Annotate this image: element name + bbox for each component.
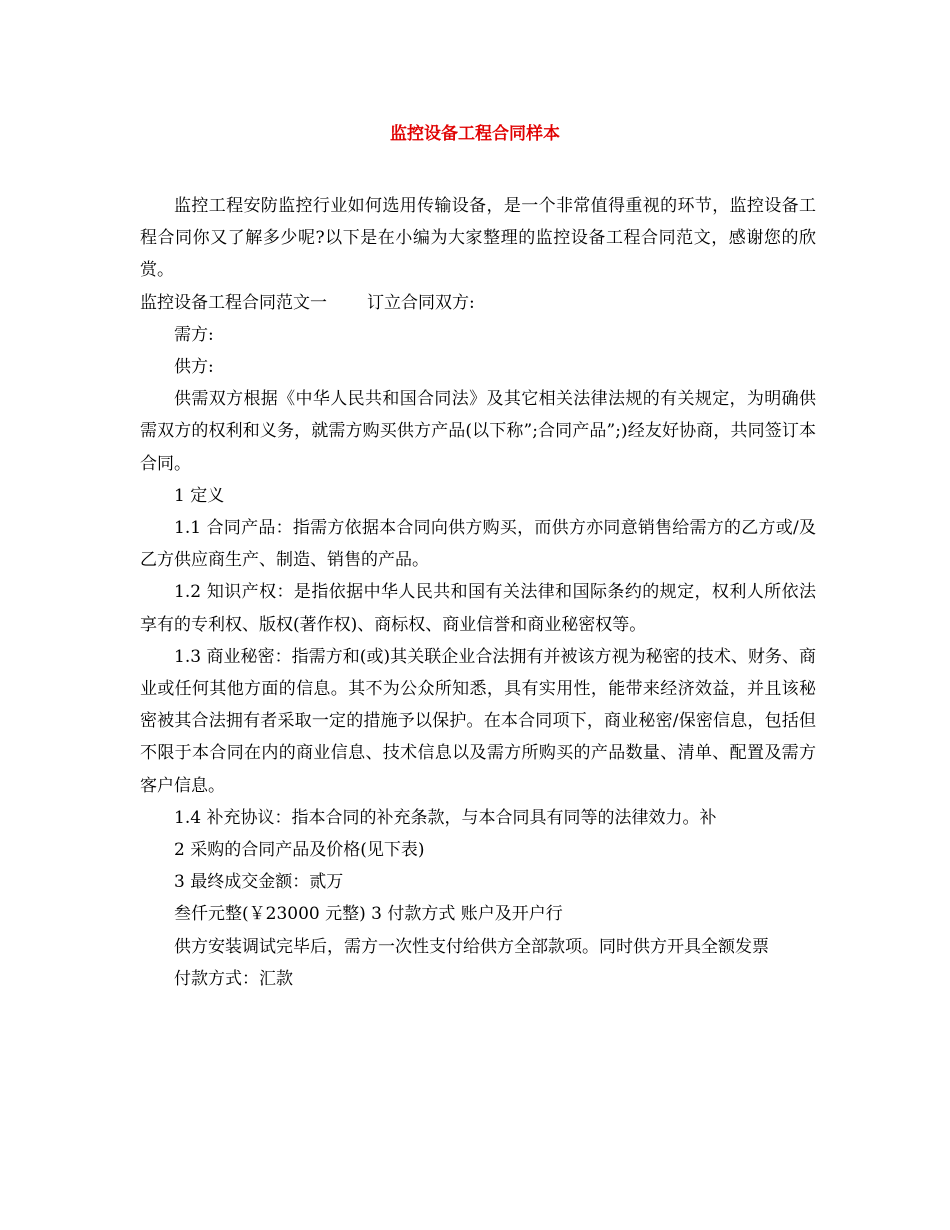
section-1-3: 1.3 商业秘密：指需方和(或)其关联企业合法拥有并被该方视为秘密的技术、财务、商业或任何其他方面的信息。其不为公众所知悉，具有实用性，能带来经济效益，并且该秘密被其合法拥有者采取一定的措施予以保护。在本合同项下，商业秘密/保密信息，包括但不限于本合同在内的商业信息、技术信息以及需方所购买的产品数量、清单、配置及需方客户信息。 [140, 646, 816, 796]
document-body [140, 190, 816, 995]
party-supply: 供方: [174, 357, 214, 378]
parties-heading: 订立合同双方: [367, 292, 475, 313]
document-title: 监控设备工程合同样本 [390, 124, 560, 144]
party-demand: 需方: [174, 324, 214, 345]
amount-line: 叁仟元整(￥23000 元整) 3 付款方式 账户及开户行 [174, 904, 563, 925]
section-1-4: 1.4 补充协议：指本合同的补充条款，与本合同具有同等的法律效力。补 [174, 807, 717, 828]
section-1-2: 1.2 知识产权：是指依据中华人民共和国有关法律和国际条约的规定，权利人所依法享有的专利权、版权(著作权)、商标权、商业信誉和商业秘密权等。 [140, 582, 816, 635]
preamble-paragraph: 供需双方根据《中华人民共和国合同法》及其它相关法律法规的有关规定，为明确供需双方的权利和义务，就需方购买供方产品(以下称”;合同产品”;)经友好协商，共同签订本合同。 [140, 389, 816, 474]
section-2-heading: 2 采购的合同产品及价格(见下表) [174, 840, 425, 861]
section-heading: 监控设备工程合同范文一 [140, 292, 327, 313]
section-1-1: 1.1 合同产品：指需方依据本合同向供方购买，而供方亦同意销售给需方的乙方或/及乙方供应商生产、制造、销售的产品。 [140, 518, 816, 571]
section-1-heading: 1 定义 [174, 485, 225, 506]
payment-terms-paragraph: 供方安装调试完毕后，需方一次性支付给供方全部款项。同时供方开具全额发票 [174, 936, 769, 957]
section-heading-line [140, 287, 816, 319]
intro-paragraph: 监控工程安防监控行业如何选用传输设备，是一个非常值得重视的环节，监控设备工程合同你又了解多少呢?以下是在小编为大家整理的监控设备工程合同范文，感谢您的欣赏。 [140, 196, 816, 281]
section-3-heading: 3 最终成交金额：贰万 [174, 872, 344, 893]
payment-method-line: 付款方式：汇款 [174, 968, 293, 989]
